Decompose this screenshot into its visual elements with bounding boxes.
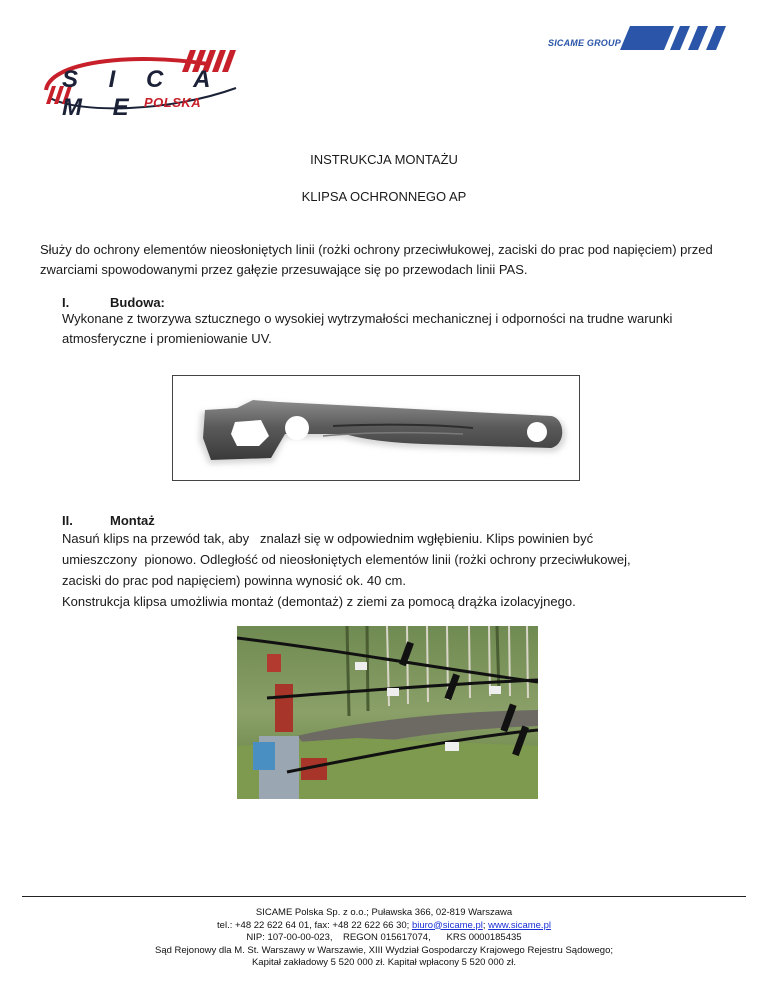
clip-product-image — [172, 375, 580, 481]
footer-registration: NIP: 107-00-00-023, REGON 015617074, KRS 0000185435 — [246, 932, 522, 943]
power-line-photo — [237, 626, 538, 799]
section-2-body — [62, 528, 722, 612]
website-link[interactable]: www.sicame.pl — [488, 919, 551, 931]
footer-capital: Kapitał zakładowy 5 520 000 zł. Kapitał wpłacony 5 520 000 zł. — [251, 957, 517, 968]
section-1-number: I. — [62, 295, 70, 310]
footer-divider — [22, 896, 746, 897]
footer-court: Sąd Rejonowy dla M. St. Warszawy w Warszawie, XIII Wydział Gospodarczy Krajowego Rejestru Sądowego; — [154, 944, 614, 956]
group-stripes-icon — [614, 26, 726, 50]
section-2-line: Nasuń klips na przewód tak, aby znalazł się w odpowiednim wgłębieniu. Klips powinien być — [62, 531, 594, 546]
clip-illustration — [173, 376, 579, 480]
company-footer — [0, 907, 768, 970]
logo-wordmark: S I C A M E — [62, 66, 222, 121]
sicame-group-badge — [548, 24, 726, 54]
group-badge-text: SICAME GROUP — [548, 38, 621, 48]
intro-paragraph: Służy do ochrony elementów nieosłoniętych linii (rożki ochrony przeciwłukowej, zaciski do prac pod napięciem) przed zwarciami spowodowanymi przez gałęzie przesuwające się po przewodach linii PAS. — [40, 242, 713, 277]
footer-address: SICAME Polska Sp. z o.o.; Puławska 366, 02-819 Warszawa — [255, 907, 513, 918]
email-link[interactable]: biuro@sicame.pl — [411, 919, 483, 931]
section-2-line: zaciski do prac pod napięciem) powinna wynosić ok. 40 cm. — [62, 573, 406, 588]
section-2-title: Montaż — [110, 513, 155, 528]
section-1-body: Wykonane z tworzywa sztucznego o wysokiej wytrzymałości mechanicznej i odporności na trudne warunki atmosferyczne i promieniowanie UV. — [62, 311, 673, 346]
section-2-number: II. — [62, 513, 73, 528]
section-1-title: Budowa: — [110, 295, 165, 310]
logo-subtitle: POLSKA — [144, 95, 202, 110]
document-subtitle: KLIPSA OCHRONNEGO AP — [301, 189, 467, 204]
section-2-line: umieszczony pionowo. Odległość od nieosłoniętych elementów linii (rożki ochrony przeciwłukowej, — [62, 552, 631, 567]
sicame-polska-logo — [40, 50, 240, 130]
section-2-line: Konstrukcja klipsa umożliwia montaż (demontaż) z ziemi za pomocą drążka izolacyjnego. — [62, 594, 576, 609]
footer-separator: ; — [482, 919, 489, 931]
installation-photo — [237, 626, 538, 799]
footer-contact — [0, 920, 768, 933]
document-title: INSTRUKCJA MONTAŻU — [310, 152, 458, 167]
footer-phone-fax: tel.: +48 22 622 64 01, fax: +48 22 622 66 30; — [217, 919, 412, 931]
